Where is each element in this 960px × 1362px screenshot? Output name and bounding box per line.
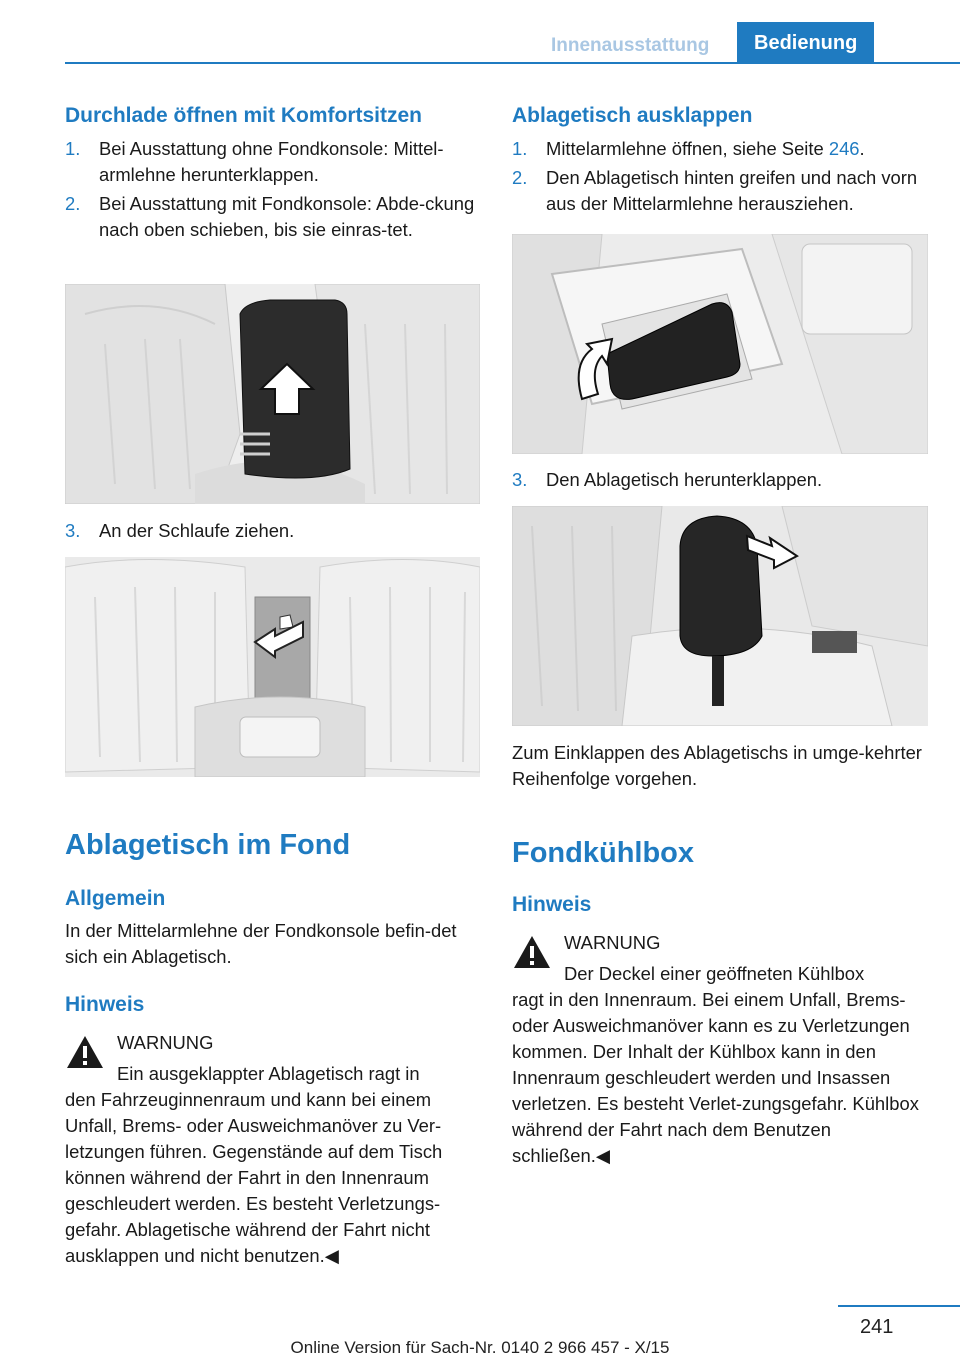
subheading-hinweis-left: Hinweis (65, 993, 145, 1016)
step-text: Mittelarmlehne öffnen, siehe Seite (546, 138, 829, 159)
list-item (65, 518, 480, 544)
armrest-illustration (512, 234, 928, 454)
photo-backrest-cover (65, 284, 480, 504)
warning-text-left: den Fahrzeuginnenraum und kann bei einem Unfall, Brems- oder Ausweichmanöver zu Ver-letzungen führen. Gegenstände auf dem Tisch können während der Fahrt in den Innenraum geschleudert werden. Es besteht Verletzungs-gefahr. Ablagetische während der Fahrt nicht ausklappen und nicht benutzen.◀ (65, 1089, 443, 1266)
header-tab-bedienung[interactable]: Bedienung (737, 22, 874, 62)
header-rule (65, 62, 960, 64)
steps-list-b (65, 518, 480, 547)
header-section-label[interactable]: Innenausstattung (551, 35, 710, 56)
warning-lead-right: Der Deckel einer geöffneten Kühlbox (564, 963, 865, 984)
step-number: 3. (65, 520, 81, 541)
photo-table-fold-down (512, 506, 928, 726)
heading-ablagetisch-ausklappen: Ablagetisch ausklappen (512, 104, 753, 127)
footer-version-text: Online Version für Sach-Nr. 0140 2 966 457 - X/15 (290, 1338, 670, 1357)
steps-list-a (65, 136, 480, 246)
step-number: 1. (512, 138, 528, 159)
list-item (512, 136, 928, 162)
step-text: Bei Ausstattung mit Fondkonsole: Abde-ckung nach oben schieben, bis sie einras-tet. (99, 193, 475, 240)
subheading-allgemein: Allgemein (65, 887, 166, 910)
einklappen-text: Zum Einklappen des Ablagetischs in umge-kehrter Reihenfolge vorgehen. (512, 742, 922, 789)
step-number: 2. (512, 167, 528, 188)
warning-label-left: WARNUNG (117, 1032, 214, 1053)
step-text: An der Schlaufe ziehen. (99, 520, 295, 541)
heading-durchlade: Durchlade öffnen mit Komfortsitzen (65, 104, 423, 127)
allgemein-text: In der Mittelarmlehne der Fondkonsole befin-det sich ein Ablagetisch. (65, 920, 457, 967)
page-link-246[interactable]: 246 (828, 138, 860, 159)
list-item (65, 136, 480, 188)
list-item (512, 165, 928, 217)
step-text: Bei Ausstattung ohne Fondkonsole: Mittel-armlehne herunterklappen. (99, 138, 444, 185)
fold-down-illustration (512, 506, 928, 726)
section-title-ablagetisch: Ablagetisch im Fond (65, 829, 351, 861)
list-item (512, 467, 928, 493)
steps-list-right-b (512, 467, 928, 496)
warning-icon (65, 1034, 105, 1070)
step-number: 3. (512, 469, 528, 490)
step-number: 1. (65, 138, 81, 159)
page-number: 241 (860, 1316, 894, 1338)
steps-list-right-a (512, 136, 928, 220)
subheading-hinweis-right: Hinweis (512, 893, 592, 916)
photo-rear-seats-loop (65, 557, 480, 777)
backrest-illustration (65, 284, 480, 504)
step-text: Den Ablagetisch herunterklappen. (546, 469, 823, 490)
step-text: Den Ablagetisch hinten greifen und nach vorn aus der Mittelarmlehne herausziehen. (546, 167, 918, 214)
warning-text-right: ragt in den Innenraum. Bei einem Unfall, Brems- oder Ausweichmanöver kann es zu Verletzungen kommen. Der Inhalt der Kühlbox kann in den Innenraum geschleudert werden und Insassen verletzen. Es besteht Verlet-zungsgefahr. Kühlbox während der Fahrt nach dem Benutzen schließen.◀ (512, 989, 919, 1166)
list-item (65, 191, 480, 243)
warning-lead-left: Ein ausgeklappter Ablagetisch ragt in (117, 1063, 420, 1084)
step-text-end: . (859, 138, 865, 159)
warning-label-right: WARNUNG (564, 932, 661, 953)
section-title-fondkuehlbox: Fondkühlbox (512, 837, 695, 869)
warning-icon (512, 934, 552, 970)
footer-rule (838, 1305, 960, 1307)
photo-armrest-table (512, 234, 928, 454)
rear-seats-illustration (65, 557, 480, 777)
step-number: 2. (65, 193, 81, 214)
